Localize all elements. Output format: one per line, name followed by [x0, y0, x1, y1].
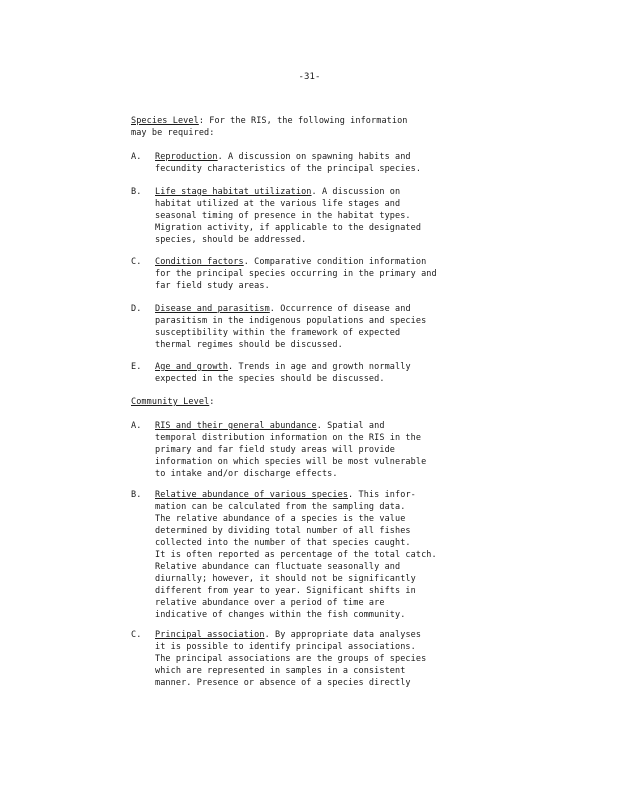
item-marker: E.	[131, 362, 142, 372]
community-level-heading-line: Community Level:	[131, 397, 215, 407]
item-marker: C.	[131, 630, 142, 640]
item-title: Condition factors	[155, 257, 244, 267]
item-marker: A.	[131, 152, 142, 162]
species-level-intro: Species Level: For the RIS, the following information may be required:	[131, 116, 408, 138]
item-marker: C.	[131, 257, 142, 267]
item-title: Reproduction	[155, 152, 218, 162]
item-marker: B.	[131, 187, 142, 197]
item-title: RIS and their general abundance	[155, 421, 317, 431]
item-title: Disease and parasitism	[155, 304, 270, 314]
item-marker: D.	[131, 304, 142, 314]
item-title: Age and growth	[155, 362, 229, 372]
item-title: Life stage habitat utilization	[155, 187, 312, 197]
item-marker: B.	[131, 490, 142, 500]
community-level-heading: Community Level	[131, 397, 210, 407]
item-title: Principal association	[155, 630, 265, 640]
item-marker: A.	[131, 421, 142, 431]
item-title: Relative abundance of various species	[155, 490, 349, 500]
species-level-heading: Species Level	[131, 116, 199, 126]
page-number: -31-	[298, 72, 321, 82]
